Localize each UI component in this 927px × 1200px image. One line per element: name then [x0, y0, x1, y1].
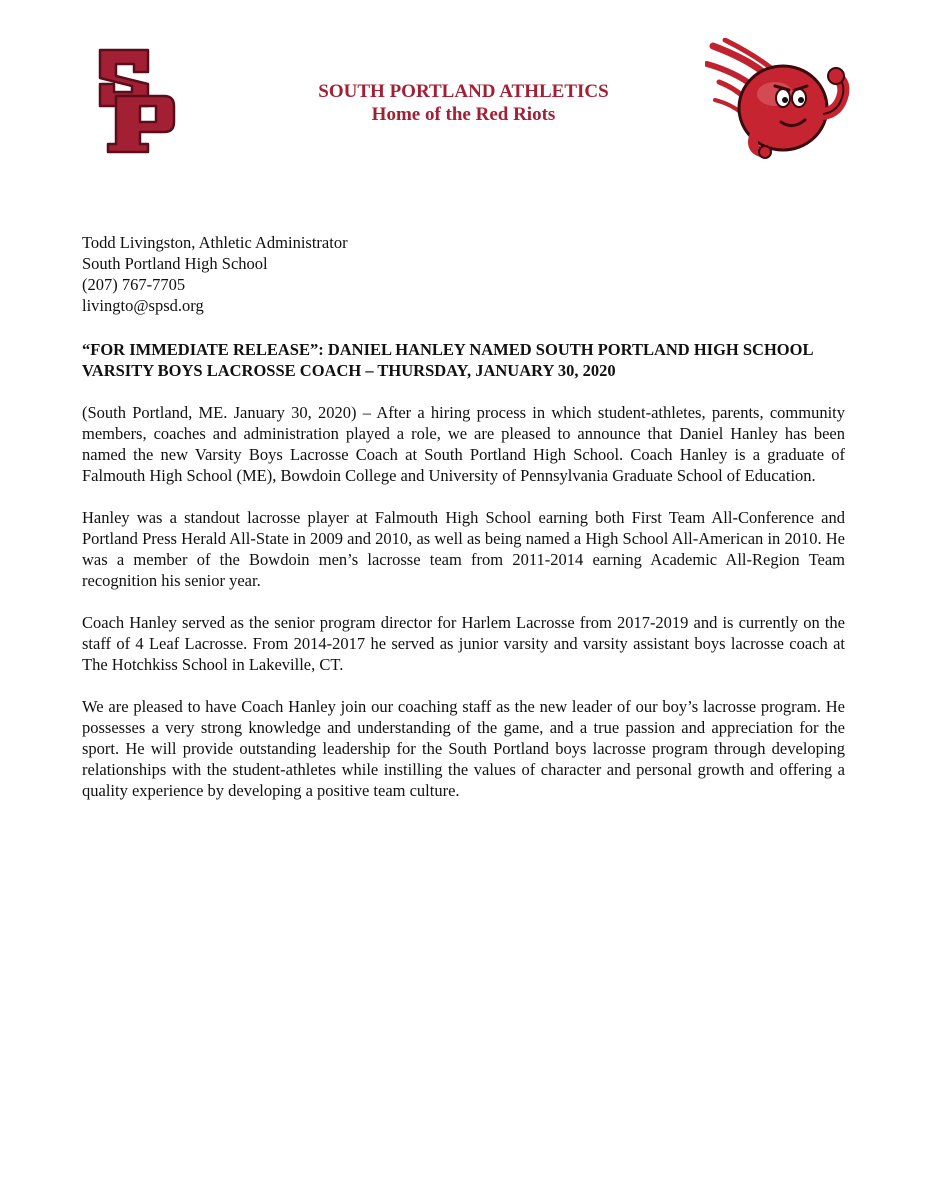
header [230, 80, 697, 126]
headline-text: : DANIEL HANLEY NAMED SOUTH PORTLAND HIGH SCHOOL VARSITY BOYS LACROSSE COACH – THURSDAY, JANUARY 30, 2020 [82, 340, 813, 380]
paragraph-announcement: (South Portland, ME. January 30, 2020) – After a hiring process in which student-athletes, parents, community members, coaches and administration played a role, we are pleased to announce that Daniel Hanley has been named the new Varsity Boys Lacrosse Coach at South Portland High School. Coach Hanley is a graduate of Falmouth High School (ME), Bowdoin College and University of Pennsylvania Graduate School of Education. [82, 403, 845, 485]
press-release-headline [82, 339, 862, 381]
paragraph-closing: We are pleased to have Coach Hanley join our coaching staff as the new leader of our boy’s lacrosse program. He possesses a very strong knowledge and understanding of the game, and a true passion and appreciation for the sport. He will provide outstanding leadership for the South Portland boys lacrosse program through developing relationships with the student-athletes while instilling the values of character and personal growth and offering a quality experience by developing a positive team culture. [82, 697, 845, 800]
release-tag: “FOR IMMEDIATE RELEASE” [82, 340, 319, 359]
paragraph-player-background: Hanley was a standout lacrosse player at Falmouth High School earning both First Team All-Conference and Portland Press Herald All-State in 2009 and 2010, as well as being named a High School All-American in 2010. He was a member of the Bowdoin men’s lacrosse team from 2011-2014 earning Academic All-Region Team recognition his senior year. [82, 508, 845, 590]
paragraph-coaching-background: Coach Hanley served as the senior program director for Harlem Lacrosse from 2017-2019 and is currently on the staff of 4 Leaf Lacrosse. From 2014-2017 he served as junior varsity and varsity assistant boys lacrosse coach at The Hotchkiss School in Lakeville, CT. [82, 613, 845, 674]
contact-school: South Portland High School [82, 254, 268, 273]
header-title: SOUTH PORTLAND ATHLETICS [318, 81, 609, 102]
press-release-body [82, 402, 845, 822]
contact-block [82, 232, 348, 316]
contact-email: livingto@spsd.org [82, 296, 204, 315]
header-subtitle: Home of the Red Riots [371, 104, 556, 125]
sp-monogram-icon [86, 44, 178, 156]
contact-name-title: Todd Livingston, Athletic Administrator [82, 233, 348, 252]
contact-phone: (207) 767-7705 [82, 275, 186, 294]
red-riot-mascot-icon [705, 38, 855, 160]
